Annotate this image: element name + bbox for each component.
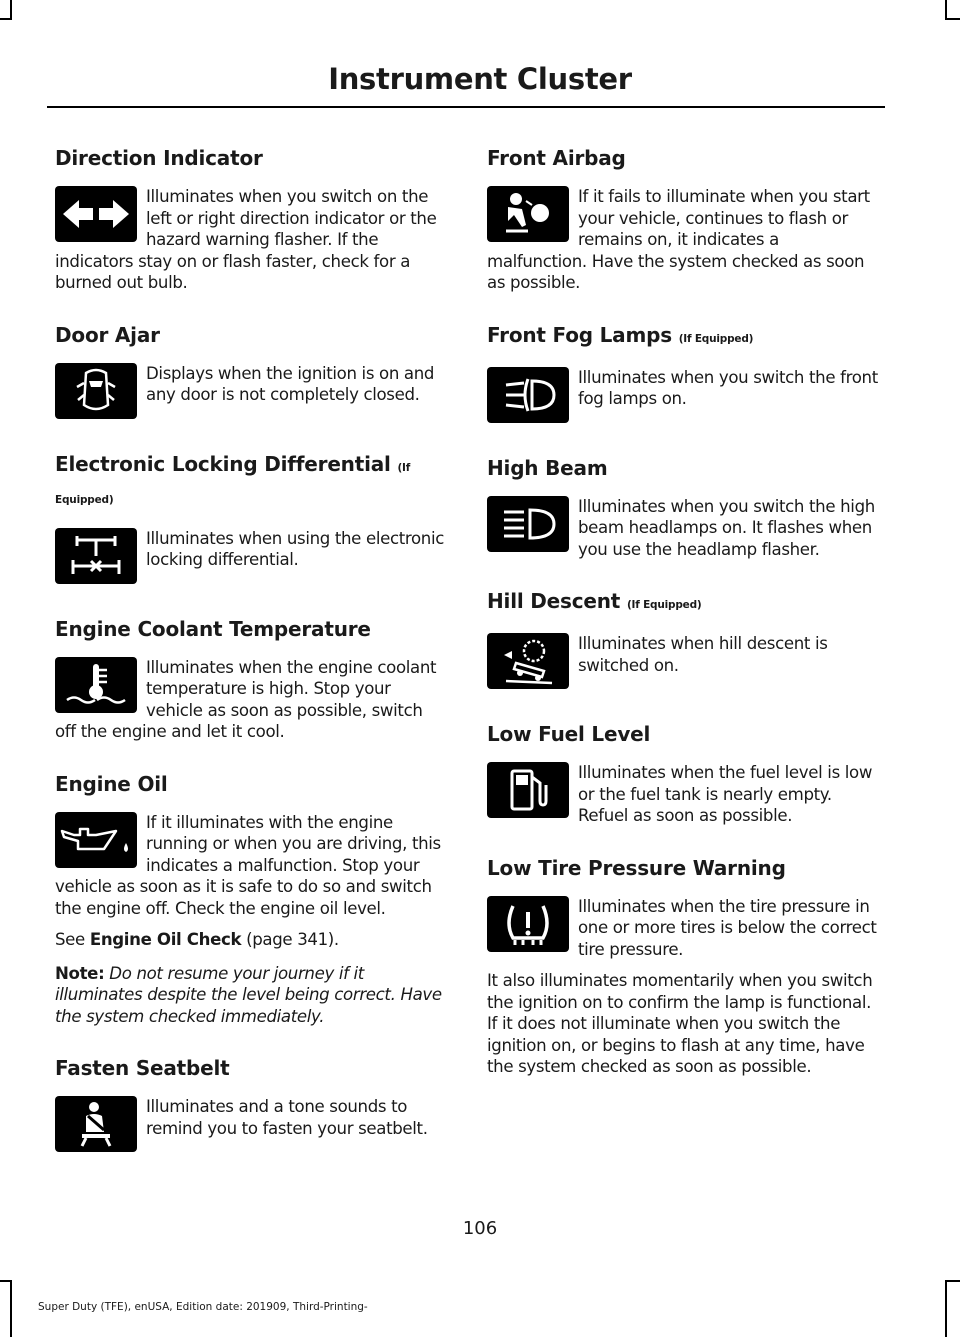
section-title: Low Tire Pressure Warning xyxy=(487,855,786,880)
section-title: High Beam xyxy=(487,455,608,480)
section-title xyxy=(487,321,879,353)
section-body: Illuminates when using the electronic locking differential. xyxy=(146,528,444,569)
section-body: Illuminates when you switch the high beam headlamps on. It flashes when you use the headlamp flasher. xyxy=(578,496,875,559)
title-qualifier: (If Equipped) xyxy=(626,599,702,611)
see-prefix: See xyxy=(55,930,90,949)
section-title: Low Fuel Level xyxy=(487,722,651,746)
title-text: Electronic Locking Differential xyxy=(55,451,391,476)
section-body: Illuminates and a tone sounds to remind you to fasten your seatbelt. xyxy=(146,1097,428,1138)
header-divider xyxy=(47,106,885,108)
page-title: Instrument Cluster xyxy=(328,62,632,96)
fuel-pump-icon xyxy=(487,762,569,818)
crop-mark xyxy=(945,1280,960,1282)
section-body: Illuminates when the engine coolant temperature is high. Stop your vehicle as soon as possible, switch off the engine and let it cool. xyxy=(55,657,437,741)
title-text: Front Fog Lamps xyxy=(487,322,672,347)
section-title xyxy=(487,587,879,619)
section-front-fog-lamps xyxy=(487,321,879,427)
crop-mark xyxy=(945,18,960,20)
section-title: Door Ajar xyxy=(55,322,160,347)
section-title: Front Airbag xyxy=(487,146,626,170)
note-label: Note: xyxy=(55,963,105,983)
section-front-airbag xyxy=(487,144,879,294)
right-column xyxy=(487,144,879,1105)
note xyxy=(55,963,447,1028)
section-body: Illuminates when the fuel level is low or the fuel tank is nearly empty. Refuel as soon as possible. xyxy=(578,763,873,825)
section-body: If it illuminates with the engine running or when you are driving, this indicates a malfunction. Stop your vehicle as soon as it is safe to do so and switch the engine off. Check the engine oil level. xyxy=(55,812,441,918)
front-fog-lamp-icon xyxy=(487,367,569,423)
section-fasten-seatbelt xyxy=(55,1054,447,1156)
section-title: Direction Indicator xyxy=(55,146,263,170)
high-beam-icon xyxy=(487,496,569,552)
hill-descent-icon xyxy=(487,633,569,689)
section-body: Displays when the ignition is on and any door is not completely closed. xyxy=(146,363,435,404)
section-title: Engine Oil xyxy=(55,771,168,796)
oil-can-icon xyxy=(55,812,137,868)
section-body: Illuminates when hill descent is switched on. xyxy=(578,634,828,675)
page-number: 106 xyxy=(462,1218,498,1239)
section-hill-descent xyxy=(487,587,879,693)
section-body-continued: It also illuminates momentarily when you switch the ignition on to confirm the lamp is functional. If it does not illuminate when you switch the ignition on, or begins to flash at any time, have the system checked as soon as possible. xyxy=(487,971,873,1076)
crop-mark xyxy=(945,1280,947,1337)
crop-mark xyxy=(945,0,947,18)
direction-indicator-arrows-icon xyxy=(55,186,137,242)
title-qualifier: (If Equipped) xyxy=(55,461,411,506)
section-high-beam xyxy=(487,454,879,561)
title-text: Hill Descent xyxy=(487,589,621,613)
section-title xyxy=(55,450,447,514)
title-qualifier: (If Equipped) xyxy=(678,332,754,345)
section-body: Illuminates when you switch on the left or right direction indicator or the hazard warning flasher. If the indicators stay on or flash faster, check for a burned out bulb. xyxy=(55,187,437,292)
section-electronic-locking-differential xyxy=(55,450,447,588)
section-direction-indicator xyxy=(55,144,447,294)
section-engine-oil xyxy=(55,770,447,1028)
tire-pressure-icon xyxy=(487,896,569,952)
note-body: Do not resume your journey if it illuminates despite the level being correct. Have the system checked immediately. xyxy=(55,963,442,1026)
crop-mark xyxy=(10,1280,12,1337)
section-low-tire-pressure-warning xyxy=(487,854,879,1078)
engine-oil-check-link[interactable]: Engine Oil Check xyxy=(89,930,242,949)
see-suffix: (page 341). xyxy=(241,930,339,949)
cross-reference xyxy=(55,929,447,951)
left-column xyxy=(55,144,447,1183)
section-door-ajar xyxy=(55,321,447,423)
crop-mark xyxy=(0,18,12,20)
section-engine-coolant-temperature xyxy=(55,615,447,743)
section-body: Illuminates when you switch the front fog lamps on. xyxy=(578,367,878,408)
footer-edition: Super Duty (TFE), enUSA, Edition date: 201909, Third-Printing- xyxy=(38,1301,368,1313)
section-title: Fasten Seatbelt xyxy=(55,1056,230,1080)
door-ajar-icon xyxy=(55,363,137,419)
section-low-fuel-level xyxy=(487,720,879,827)
airbag-icon xyxy=(487,186,569,242)
seatbelt-icon xyxy=(55,1096,137,1152)
crop-mark xyxy=(10,0,12,18)
section-body: If it fails to illuminate when you start your vehicle, continues to flash or remains on, it indicates a malfunction. Have the system checked as soon as possible. xyxy=(487,187,870,292)
section-title: Engine Coolant Temperature xyxy=(55,616,371,641)
section-body: Illuminates when the tire pressure in one or more tires is below the correct tire pressure. xyxy=(578,896,877,959)
locking-differential-icon xyxy=(55,528,137,584)
crop-mark xyxy=(0,1280,12,1282)
coolant-temperature-icon xyxy=(55,657,137,713)
